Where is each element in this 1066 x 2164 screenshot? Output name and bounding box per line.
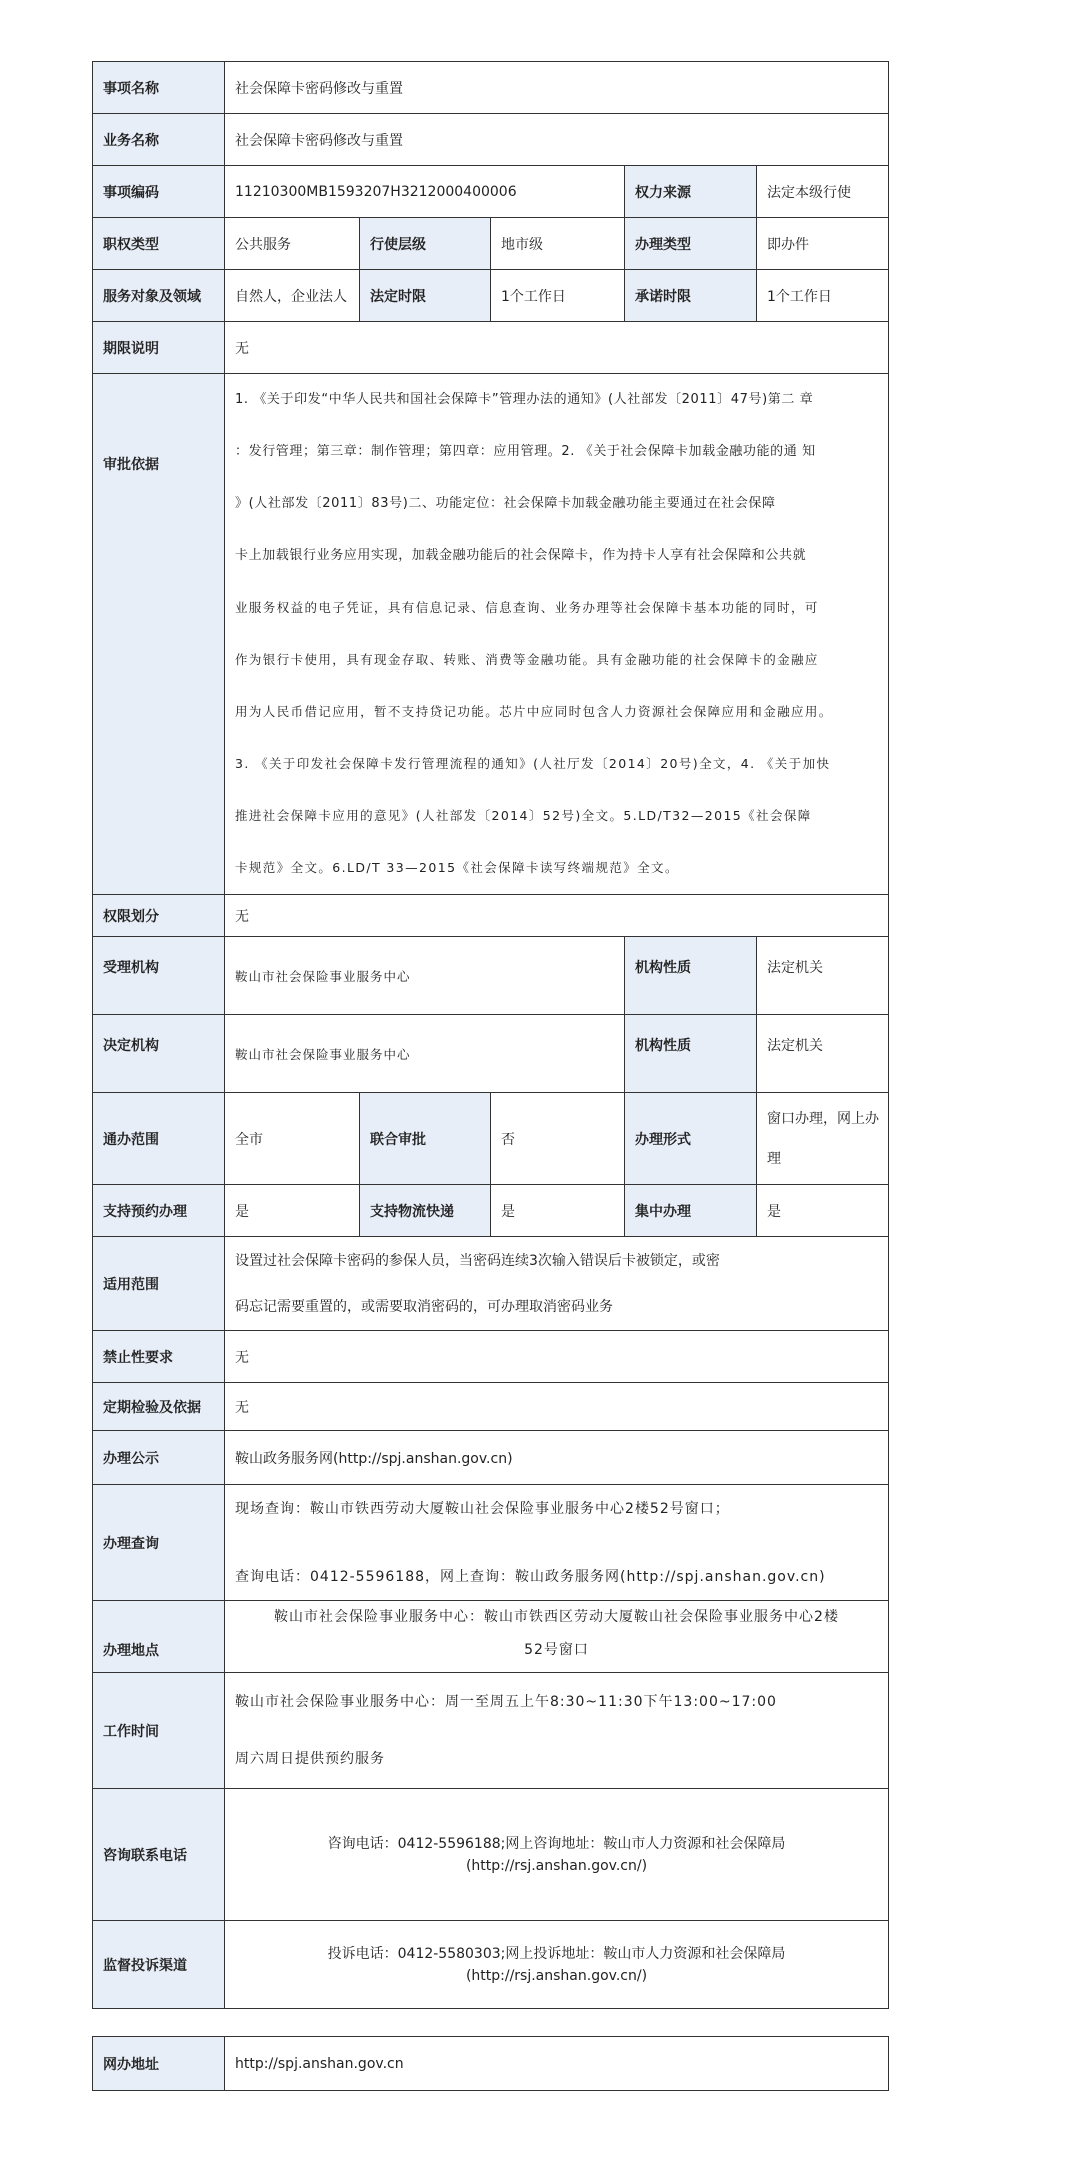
matter-code-value: 11210300MB1593207H3212000400006 — [225, 166, 625, 218]
work-time-label: 工作时间 — [93, 1673, 225, 1789]
service-object-label: 服务对象及领域 — [93, 270, 225, 322]
work-time-value — [225, 1673, 889, 1789]
applicable-scope-label: 适用范围 — [93, 1237, 225, 1331]
logistics-value: 是 — [491, 1185, 625, 1237]
power-source-value: 法定本级行使 — [757, 166, 889, 218]
applicable-scope-value — [225, 1237, 889, 1331]
power-type-label: 职权类型 — [93, 218, 225, 270]
web-address-table — [92, 2036, 889, 2091]
handling-type-value: 即办件 — [757, 218, 889, 270]
consult-phone-label: 咨询联系电话 — [93, 1789, 225, 1921]
decide-org-nature-label: 机构性质 — [625, 1015, 757, 1093]
limit-note-label: 期限说明 — [93, 322, 225, 374]
complaint-line: (http://rsj.anshan.gov.cn/) — [465, 1967, 648, 1984]
approval-basis-line: 用为人民币借记应用，暂不支持贷记功能。芯片中应同时包含人力资源社会保障应用和金融应用。 — [235, 704, 833, 719]
inquiry-label: 办理查询 — [93, 1485, 225, 1601]
consult-phone-value — [225, 1789, 889, 1921]
handling-form-label: 办理形式 — [625, 1093, 757, 1185]
inquiry-onsite-line: 现场查询：鞍山市铁西劳动大厦鞍山社会保险事业服务中心2楼52号窗口； — [235, 1500, 730, 1517]
exercise-level-value: 地市级 — [491, 218, 625, 270]
handling-form-line: 窗口办理，网上办 — [767, 1110, 879, 1127]
power-source-label: 权力来源 — [625, 166, 757, 218]
location-value — [225, 1601, 889, 1673]
scope-value: 全市 — [225, 1093, 360, 1185]
promise-limit-label: 承诺时限 — [625, 270, 757, 322]
exercise-level-label: 行使层级 — [360, 218, 491, 270]
approval-basis-line: 卡规范》全文。6.LD/T 33—2015《社会保障卡读写终端规范》全文。 — [235, 860, 679, 875]
decide-org-value: 鞍山市社会保险事业服务中心 — [225, 1015, 625, 1093]
handling-form-value — [757, 1093, 889, 1185]
accept-org-label: 受理机构 — [93, 937, 225, 1015]
complaint-label: 监督投诉渠道 — [93, 1921, 225, 2009]
approval-basis-line: 推进社会保障卡应用的意见》(人社部发〔2014〕52号)全文。5.LD/T32—2015《社会保障 — [235, 808, 812, 823]
approval-basis-line: 1. 《关于印发“中华人民共和国社会保障卡”管理办法的通知》(人社部发〔2011〕47号)第二 章 — [235, 392, 814, 407]
business-name-label: 业务名称 — [93, 114, 225, 166]
matter-name-value: 社会保障卡密码修改与重置 — [225, 62, 889, 114]
logistics-label: 支持物流快递 — [360, 1185, 491, 1237]
periodic-inspection-value: 无 — [225, 1383, 889, 1431]
decide-org-label: 决定机构 — [93, 1015, 225, 1093]
power-type-value: 公共服务 — [225, 218, 360, 270]
handling-form-line: 理 — [767, 1150, 781, 1167]
approval-basis-line: 3. 《关于印发社会保障卡发行管理流程的通知》(人社厅发〔2014〕20号)全文，4. 《关于加快 — [235, 756, 831, 771]
matter-info-table — [92, 61, 889, 2009]
consult-phone-line: 咨询电话：0412-5596188;网上咨询地址：鞍山市人力资源和社会保障局 — [327, 1835, 786, 1852]
limit-note-value: 无 — [225, 322, 889, 374]
applicable-scope-line: 设置过社会保障卡密码的参保人员，当密码连续3次输入错误后卡被锁定，或密 — [235, 1252, 720, 1269]
authority-division-label: 权限划分 — [93, 895, 225, 937]
prohibitions-value: 无 — [225, 1331, 889, 1383]
approval-basis-label: 审批依据 — [93, 374, 225, 895]
complaint-line: 投诉电话：0412-5580303;网上投诉地址：鞍山市人力资源和社会保障局 — [327, 1945, 786, 1962]
approval-basis-line: 卡上加载银行业务应用实现，加载金融功能后的社会保障卡，作为持卡人享有社会保障和公共就 — [235, 548, 807, 563]
periodic-inspection-label: 定期检验及依据 — [93, 1383, 225, 1431]
handling-type-label: 办理类型 — [625, 218, 757, 270]
approval-basis-line: 作为银行卡使用，具有现金存取、转账、消费等金融功能。具有金融功能的社会保障卡的金融应 — [235, 652, 819, 667]
business-name-value: 社会保障卡密码修改与重置 — [225, 114, 889, 166]
scope-label: 通办范围 — [93, 1093, 225, 1185]
decide-org-nature-value: 法定机关 — [757, 1015, 889, 1093]
publicity-label: 办理公示 — [93, 1431, 225, 1485]
appointment-value: 是 — [225, 1185, 360, 1237]
publicity-value: 鞍山政务服务网(http://spj.anshan.gov.cn) — [225, 1431, 889, 1485]
web-address-link[interactable]: http://spj.anshan.gov.cn — [225, 2037, 889, 2091]
matter-code-label: 事项编码 — [93, 166, 225, 218]
approval-basis-value — [225, 374, 889, 895]
approval-basis-line: 》(人社部发〔2011〕83号)二、功能定位：社会保障卡加载金融功能主要通过在社会保障 — [235, 496, 776, 511]
joint-approval-value: 否 — [491, 1093, 625, 1185]
inquiry-value — [225, 1485, 889, 1601]
consult-phone-line: (http://rsj.anshan.gov.cn/) — [465, 1857, 648, 1874]
location-line: 52号窗口 — [524, 1642, 589, 1658]
accept-org-value: 鞍山市社会保险事业服务中心 — [225, 937, 625, 1015]
service-object-value: 自然人，企业法人 — [225, 270, 360, 322]
approval-basis-line: 业服务权益的电子凭证，具有信息记录、信息查询、业务办理等社会保障卡基本功能的同时，可 — [235, 600, 819, 615]
joint-approval-label: 联合审批 — [360, 1093, 491, 1185]
applicable-scope-line: 码忘记需要重置的，或需要取消密码的，可办理取消密码业务 — [235, 1298, 613, 1315]
prohibitions-label: 禁止性要求 — [93, 1331, 225, 1383]
work-time-appointment-line: 周六周日提供预约服务 — [235, 1751, 385, 1767]
work-time-line: 鞍山市社会保险事业服务中心：周一至周五上午8:30~11:30下午13:00~17:00 — [235, 1694, 777, 1710]
appointment-label: 支持预约办理 — [93, 1185, 225, 1237]
web-address-label: 网办地址 — [93, 2037, 225, 2091]
centralized-label: 集中办理 — [625, 1185, 757, 1237]
approval-basis-line: ：发行管理；第三章：制作管理；第四章：应用管理。2. 《关于社会保障卡加载金融功能的通 知 — [235, 444, 816, 459]
location-line: 鞍山市社会保险事业服务中心：鞍山市铁西区劳动大厦鞍山社会保险事业服务中心2楼 — [274, 1609, 839, 1625]
legal-limit-label: 法定时限 — [360, 270, 491, 322]
accept-org-nature-label: 机构性质 — [625, 937, 757, 1015]
complaint-value — [225, 1921, 889, 2009]
accept-org-nature-value: 法定机关 — [757, 937, 889, 1015]
promise-limit-value: 1个工作日 — [757, 270, 889, 322]
legal-limit-value: 1个工作日 — [491, 270, 625, 322]
matter-name-label: 事项名称 — [93, 62, 225, 114]
inquiry-phone-line: 查询电话：0412-5596188，网上查询：鞍山政务服务网(http://spj.anshan.gov.cn) — [235, 1568, 826, 1585]
location-label: 办理地点 — [93, 1601, 225, 1673]
centralized-value: 是 — [757, 1185, 889, 1237]
authority-division-value: 无 — [225, 895, 889, 937]
